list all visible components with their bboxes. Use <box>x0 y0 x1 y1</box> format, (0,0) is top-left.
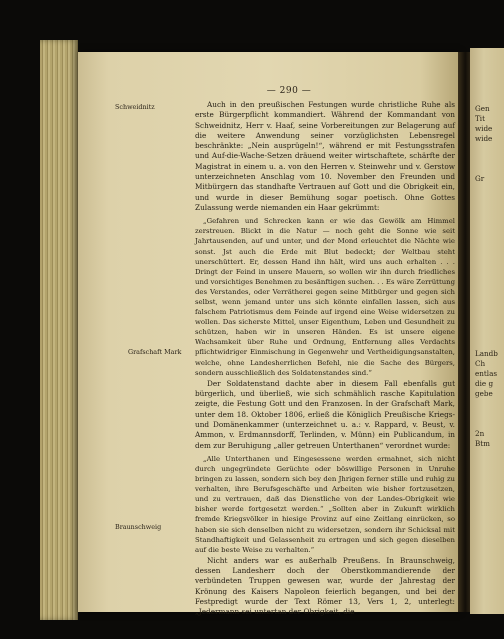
facing-page-fragment: Gr <box>475 174 485 183</box>
quoted-passage: „Alle Unterthanen und Eingesessene werden ermahnet, sich nicht durch ungegründete Gerüchte oder böswillige Personen in Unruhe bringen zu lassen, sondern sich bey den Jhrigen ferner stille und ruhig zu verhalten, ihre Berufsgeschäfte und Arbeiten wie bisher fortzusetzen, und zu vertrauen, daß das Dienstliche von der Landes-Obrigkeit wie bisher werde fortgesetzt werden.“ „Sollten aber in Zukunft wirklich fremde Kriegsvölker in hiesige Provinz auf eine Zeitlang einrücken, so haben sie sich denselben nicht zu widersetzen, sondern ihr Schicksal mit Standhaftigkeit und Gelassenheit zu ertragen und sich gegen dieselben auf die beste Weise zu verhalten.“ <box>195 454 455 554</box>
facing-page-fragment: wide <box>475 124 493 133</box>
paragraph: Nicht anders war es außerhalb Preußens. In Braunschweig, dessen Landesherr doch der Oberstkommandierende der verbündeten Truppen gewesen war, wurde der Jahrestag der Krönung des Kaisers Napoleon feierlich begangen, und bei der Festpredigt wurde der Text Römer 13, Vers 1, 2, unterlegt: „Jedermann sei untertan der Obrigkeit, die <box>195 555 455 617</box>
page-body-text <box>195 100 455 618</box>
quoted-passage: „Gefahren und Schrecken kann er wie das Gewölk am Himmel zerstreuen. Blickt in die Natur — noch geht die Sonne wie seit Jahrtausenden, auf und unter, und der Mond erleuchtet die Nächte wie sonst. Jst auch die Erde mit Blut bedeckt; der Weltbau steht unerschüttert. Er, dessen Hand ihn hält, wird uns auch erhalten . . . Dringt der Feind in unsere Mauern, so wollen wir ihn durch friedliches und vorsichtiges Benehmen zu besänftigen suchen. . . Es wäre Zerrüttung des Verstandes, oder Verrätherei gegen seine Mitbürger und gegen sich selbst, wenn jemand unter uns sich könnte einfallen lassen, sich aus falschem Patriotismus dem Feinde auf irgend eine Weise widersetzen zu wollen. Das sicherste Mittel, unser Eigenthum, Leben und Gesundheit zu schützen, haben wir in unseren Händen. Es ist unsere eigene Wachsamkeit über Ruhe und Ordnung, Entfernung alles Verdachts pflichtwidriger Einmischung in Gegenwehr und Vertheidigungsanstalten, welche, ohne Landesherrlichen Befehl, nie die Sache des Bürgers, sondern ausschließlich des Soldatenstandes sind.“ <box>195 217 455 377</box>
facing-page-fragment: entlas <box>475 369 498 378</box>
facing-page-fragment: Tit <box>475 114 485 123</box>
facing-page-fragment: Gen <box>475 104 490 113</box>
paragraph: Der Soldatenstand dachte aber in diesem Fall ebenfalls gut bürgerlich, und überließ, wie sich schmählich rasche Kapitulation zeigte, die Festung Gott und den Franzosen. In der Grafschaft Mark, unter dem 18. Oktober 1806, erließ die Königlich Preußische Kriegs- und Domänenkammer (unterzeichnet u. a.: v. Rappard, v. Beust, v. Ammon, v. Erdmannsdorff, Terlinden, v. Münn) ein Publicandum, in dem zur Beruhigung „aller getreuen Unterthanen“ verordnet wurde: <box>195 378 455 450</box>
facing-page-fragment: die g <box>475 379 494 388</box>
facing-page-fragment: Ch <box>475 359 486 368</box>
facing-page-fragment: wide <box>475 134 493 143</box>
paragraph: Auch in den preußischen Festungen wurde christliche Ruhe als erste Bürgerpflicht kommandiert. Während der Kommandant von Schweidnitz, Herr v. Haaf, seine Vorbereitungen zur Belagerung auf die weitere Anwendung seiner vorzüglichsten Lebensregel beschränkte: „Nein ausprügeln!“, während er mit Festungsstrafen und Auf-die-Wache-Setzen dräuend weiter wirtschaftete, schärfte der Magistrat in einem u. a. von den Herren v. Steinwehr und v. Gerstow unterzeichneten Anschlag vom 10. November den Freunden und Mitbürgern das standhafte Vertrauen auf Gott und die Obrigkeit ein, und wurde in dieser Bemühung sogar poetisch. Ohne Gottes Zulassung werde niemanden ein Haar gekrümmt: <box>195 100 455 212</box>
facing-page-fragment: 2n <box>475 429 485 438</box>
facing-page-fragment: Landb <box>475 349 498 358</box>
margin-note-schweidnitz: Schweidnitz <box>115 103 155 111</box>
facing-page-edge <box>470 48 504 614</box>
page-number: — 290 — <box>266 86 312 96</box>
margin-note-grafschaft-mark: Grafschaft Mark <box>128 348 182 356</box>
margin-note-braunschweig: Braunschweig <box>115 523 162 531</box>
facing-page-fragment: Btm <box>475 439 490 448</box>
book-page-edges <box>40 40 78 620</box>
facing-page-fragment: gebe <box>475 389 493 398</box>
book-gutter <box>458 52 470 612</box>
